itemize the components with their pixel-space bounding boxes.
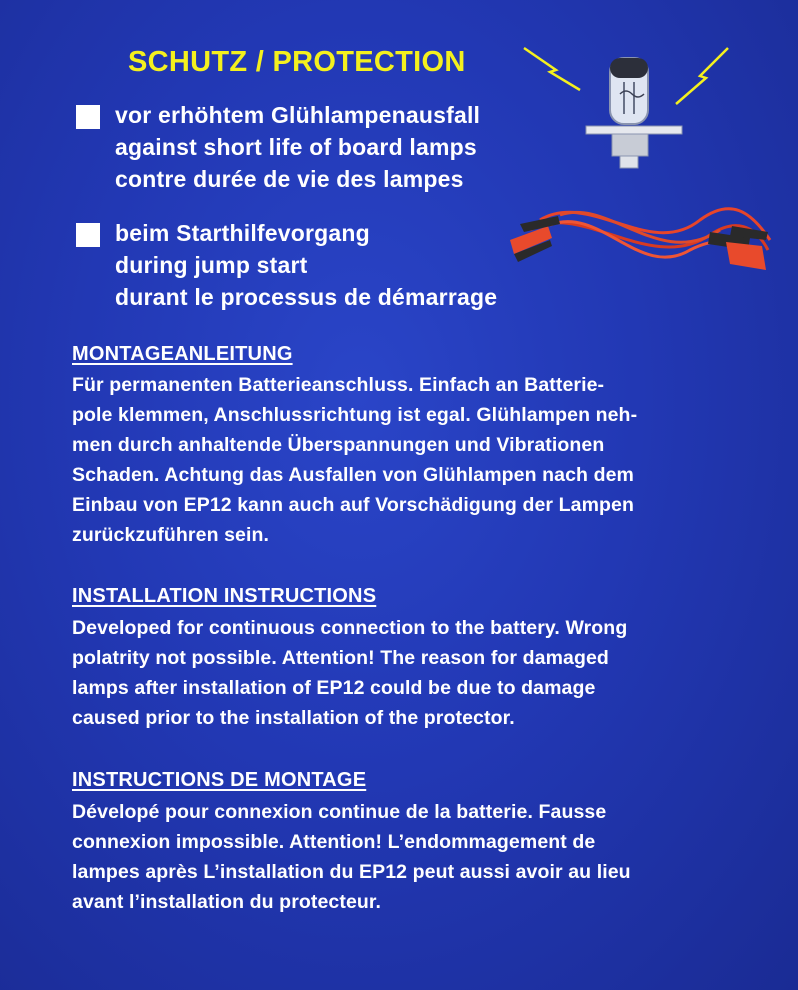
body-line: zurückzuführen sein. [72,524,270,546]
page-title: SCHUTZ / PROTECTION [128,46,466,78]
protection-text-en: during jump start [115,252,308,278]
body-line: Schaden. Achtung das Ausfallen von Glühlampen nach dem [72,464,634,486]
body-line: connexion impossible. Attention! L’endommagement de [72,831,596,853]
protection-text-fr: contre durée de vie des lampes [115,166,464,192]
protection-text-fr: durant le processus de démarrage [115,284,498,310]
body-line: Für permanenten Batterieanschluss. Einfach an Batterie- [72,374,605,396]
body-line: Developed for continuous connection to the battery. Wrong [72,617,628,639]
body-line: avant l’installation du protecteur. [72,891,382,913]
section-heading-de: MONTAGEANLEITUNG [72,343,293,365]
protection-text-de: vor erhöhtem Glühlampenausfall [115,102,481,128]
body-line: men durch anhaltende Überspannungen und Vibrationen [72,434,605,456]
body-line: Dévelopé pour connexion continue de la batterie. Fausse [72,801,607,823]
body-line: lamps after installation of EP12 could be due to damage [72,677,596,699]
section-heading-en: INSTALLATION INSTRUCTIONS [72,585,377,607]
protection-text-de: beim Starthilfevorgang [115,220,370,246]
protection-item-lamps [115,99,480,195]
lightning-bolt-icon [522,44,582,94]
protection-checkbox[interactable] [76,105,100,129]
body-line: polatrity not possible. Attention! The reason for damaged [72,647,609,669]
protection-checkbox[interactable] [76,223,100,247]
body-line: Einbau von EP12 kann auch auf Vorschädigung der Lampen [72,494,634,516]
section-body-de [72,370,780,550]
body-line: caused prior to the installation of the protector. [72,707,515,729]
headlamp-bulb-icon [580,50,690,175]
body-line: pole klemmen, Anschlussrichtung ist egal. Glühlampen neh- [72,404,638,426]
section-body-en [72,613,780,733]
body-line: lampes après L’installation du EP12 peut aussi avoir au lieu [72,861,631,883]
protection-item-jump-start [115,217,497,313]
jumper-cables-icon [500,180,780,290]
section-body-fr [72,797,780,917]
section-heading-fr: INSTRUCTIONS DE MONTAGE [72,769,367,791]
protection-text-en: against short life of board lamps [115,134,477,160]
